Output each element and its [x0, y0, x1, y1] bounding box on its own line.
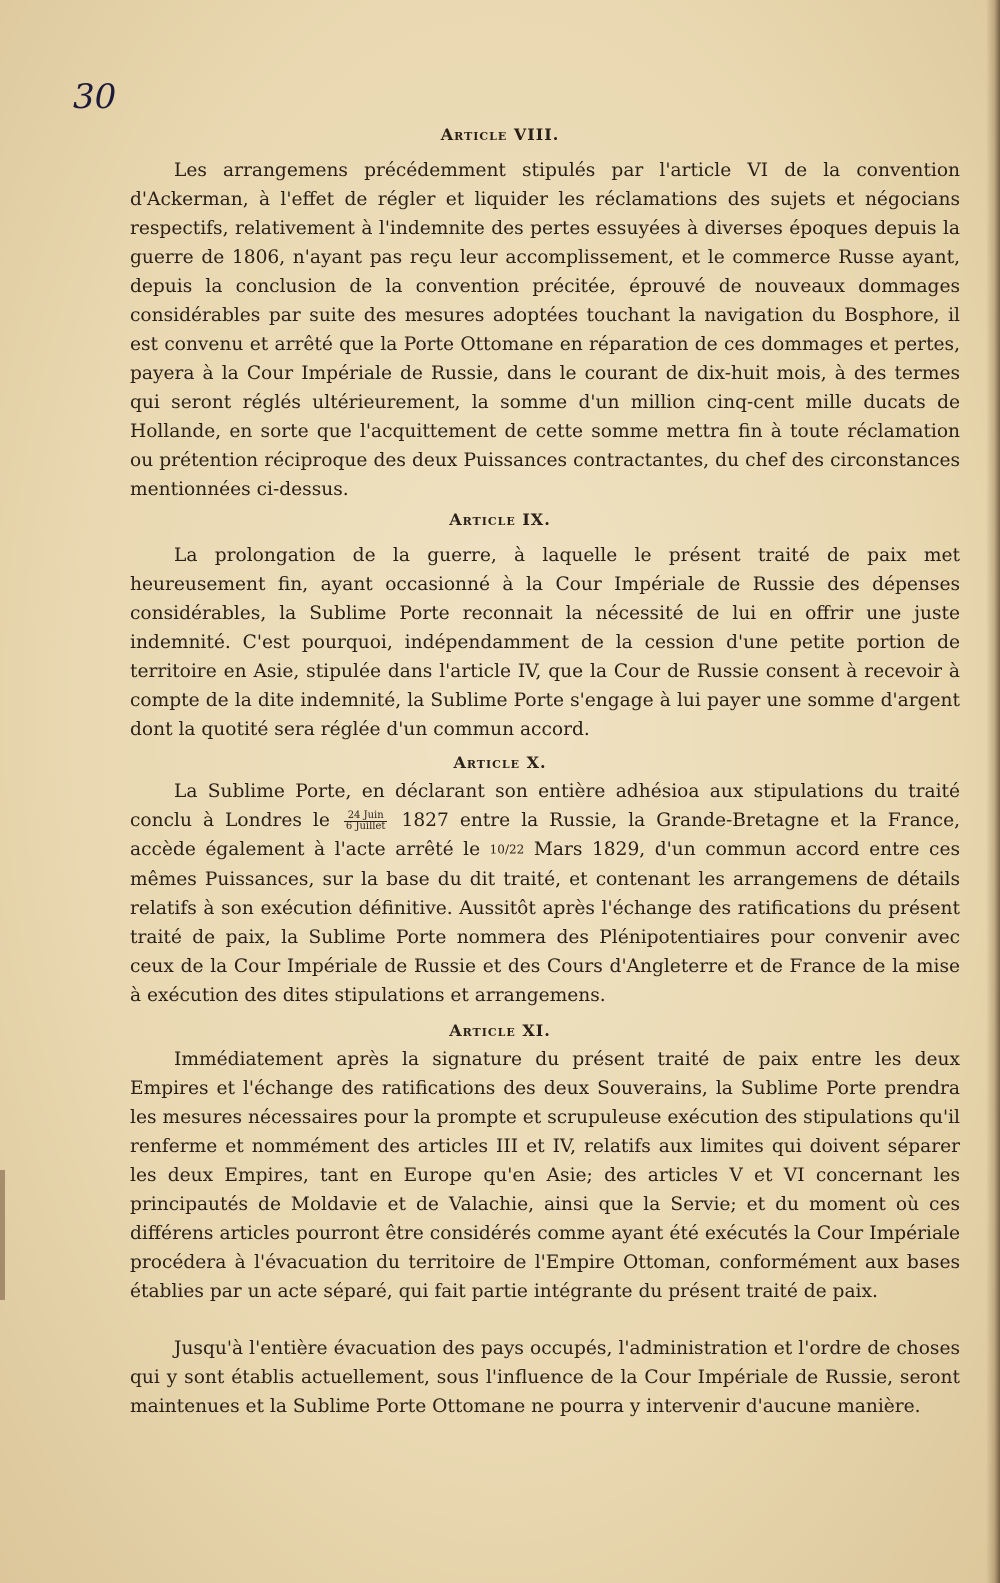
article-10-text-part-3: Mars 1829, d'un commun accord entre ces mêmes Puissances, sur la base du dit traité, et contenant les arrangemens de détails relatifs à son exécution définitive. Aussitôt après l'échange des ratifications du présent traité de paix, la Sublime Porte nommera des Plénipotentiaires pour convenir avec ceux de la Cour Impériale de Russie et des Cours d'Angleterre et de France de la mise à exécution des dites stipulations et arrangemens.: [130, 839, 961, 1006]
day-fraction: 10/22: [489, 842, 525, 857]
article-10-text-part-1: La Sublime Porte, en déclarant son entière adhésioa aux stipulations du traité conclu à Londres le: [130, 781, 960, 831]
article-11-paragraph-2: Jusqu'à l'entière évacuation des pays occupés, l'administration et l'ordre de choses qui y sont établis actuellement, sous l'influence de la Cour Impériale de Russie, seront maintenues et la Sublime Porte Ottomane ne pourra y intervenir d'aucune manière.: [130, 1338, 960, 1417]
date-fraction: [344, 811, 388, 832]
binding-mark: [0, 1170, 5, 1300]
article-11-heading: Article XI.: [449, 1021, 551, 1040]
article-11-paragraph-1: Immédiatement après la signature du présent traité de paix entre les deux Empires et l'échange des ratifications des deux Souverains, la Sublime Porte prendra les mesures nécessaires pour la prompte et scrupuleuse exécution des stipulations qu'il renferme et nommément des articles III et IV, relatifs aux limites qui doivent séparer les deux Empires, tant en Europe qu'en Asie; des articles V et VI concernant les principautés de Moldavie et de Valachie, ainsi que la Servie; et du moment où ces différens articles pourront être considérés comme ayant été exécutés la Cour Impériale procédera à l'évacuation du territoire de l'Empire Ottoman, conformément aux bases établies par un acte séparé, qui fait partie intégrante du présent traité de paix.: [130, 1049, 960, 1302]
article-9-heading: Article IX.: [449, 510, 551, 529]
article-8-heading: Article VIII.: [440, 125, 560, 144]
article-8-paragraph: Les arrangemens précédemment stipulés par l'article VI de la convention d'Ackerman, à l'effet de régler et liquider les réclamations des sujets et négocians respectifs, relativement à l'indemnite des pertes essuyées à diverses époques depuis la guerre de 1806, n'ayant pas reçu leur accomplissement, et le commerce Russe ayant, depuis la conclusion de la convention précitée, éprouvé de nouveaux dommages considérables par suite des mesures adoptées touchant la navigation du Bosphore, il est convenu et arrêté que la Porte Ottomane en réparation de ces dommages et pertes, payera à la Cour Impériale de Russie, dans le courant de dix-huit mois, à des termes qui seront réglés ultérieurement, la somme d'un million cinq-cent mille ducats de Hollande, en sorte que l'acquittement de cette somme mettra fin à toute réclamation ou prétention réciproque des deux Puissances contractantes, du chef des circonstances mentionnées ci-dessus.: [130, 160, 960, 500]
article-10-heading: Article X.: [453, 753, 547, 772]
date-fraction-numerator: 24 Juin: [344, 811, 388, 822]
article-9-paragraph: La prolongation de la guerre, à laquelle le présent traité de paix met heureusement fin, ayant occasionné à la Cour Impériale de Russie des dépenses considérables, la Sublime Porte reconnait la nécessité de lui en offrir une juste indemnité. C'est pourquoi, indépendamment de la cession d'une petite portion de territoire en Asie, stipulée dans l'article IV, que la Cour de Russie consent à recevoir à compte de la dite indemnité, la Sublime Porte s'engage à lui payer une somme d'argent dont la quotité sera réglée d'un commun accord.: [130, 545, 960, 740]
article-10-paragraph: [130, 777, 960, 1010]
page-number: 30: [73, 77, 117, 117]
page-edge-shadow: [986, 0, 1000, 1583]
date-fraction-denominator: 6 Juillet: [345, 820, 386, 832]
article-10-text-part-2: 1827 entre la Russie, la Grande-Bretagne et la France, accède également à l'acte arrêté le: [130, 810, 960, 860]
